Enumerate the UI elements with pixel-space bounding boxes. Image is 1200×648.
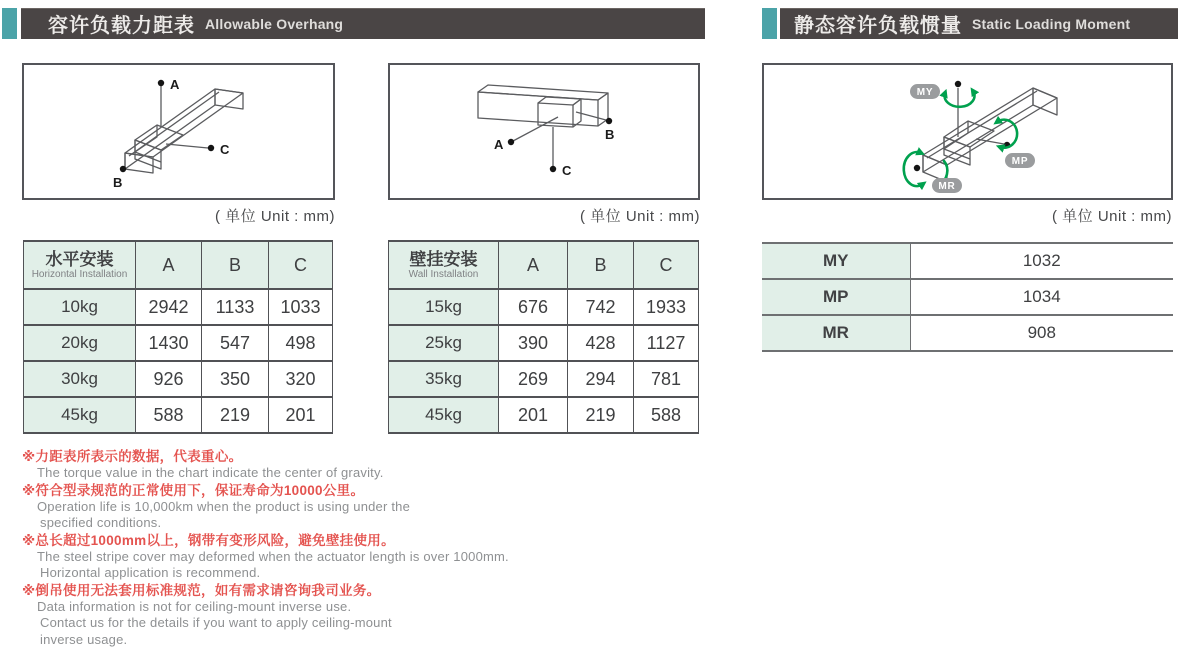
point-a-label: A [494,137,504,152]
mr-pill-label: MR [938,181,956,192]
row-label: 25kg [389,325,499,361]
mr-rotation-arrow [904,152,923,186]
table-row [389,361,699,397]
footnote-en: inverse usage. [40,631,128,647]
moment-title-zh: 静态容许负载惯量 [794,15,962,37]
footnote-en: The steel stripe cover may deformed when the actuator length is over 1000mm. [37,548,509,564]
point-a-label: A [170,77,180,92]
moment-value: 1032 [910,243,1173,279]
overhang-title-bar [21,8,705,39]
footnote [22,448,702,482]
row-label: 15kg [389,289,499,325]
footnote-zh: ※符合型录规范的正常使用下，保证寿命为10000公里。 [22,482,365,498]
wall-install-diagram [390,65,698,198]
table-row [762,315,1173,351]
corner-header-en: Wall Installation [408,269,479,280]
row-label: 35kg [389,361,499,397]
cell-value: 742 [568,289,634,325]
table-header-row [389,241,699,289]
unit-label: ( 单位 Unit : mm) [580,208,700,225]
footnotes [22,448,702,648]
table-row [762,279,1173,315]
cell-value: 498 [269,325,333,361]
mr-axis-dot [914,165,920,171]
moment-label: MR [762,315,910,351]
footnote-en: Contact us for the details if you want to apply ceiling-mount [40,615,392,630]
col-header-c: C [634,241,699,289]
table-header-row [24,241,333,289]
col-header-a: A [499,241,568,289]
table-row [24,325,333,361]
footnote [22,532,702,582]
cell-value: 390 [499,325,568,361]
row-label: 30kg [24,361,136,397]
footnote-en: The torque value in the chart indicate the center of gravity. [37,465,384,480]
overhang-title-zh: 容许负载力距表 [48,15,195,37]
cell-value: 1033 [269,289,333,325]
moment-value: 1034 [910,279,1173,315]
teal-accent-square [2,8,17,39]
footnote [22,582,702,648]
footnote-zh: ※力距表所表示的数据，代表重心。 [22,449,243,464]
moment-value: 908 [910,315,1173,351]
point-c-dot [208,145,214,151]
cell-value: 428 [568,325,634,361]
row-label: 20kg [24,325,136,361]
footnote-en: Data information is not for ceiling-mount inverse use. [37,598,352,614]
corner-header-zh: 壁挂安装 [409,250,478,269]
cell-value: 1127 [634,325,699,361]
point-b-dot [606,118,612,124]
cell-value: 350 [202,361,269,397]
point-c-label: C [562,163,572,178]
cell-value: 269 [499,361,568,397]
point-a-dot [158,80,164,86]
moment-section-header [762,8,1178,39]
cell-value: 1430 [136,325,202,361]
corner-header-en: Horizontal Installation [31,269,128,280]
moment-label: MP [762,279,910,315]
cell-value: 547 [202,325,269,361]
cell-value: 676 [499,289,568,325]
row-label: 45kg [24,397,136,433]
point-c-dot [550,166,556,172]
table-row [762,243,1173,279]
horizontal-install-diagram [24,65,333,198]
unit-label: ( 单位 Unit : mm) [1052,208,1172,225]
cell-value: 2942 [136,289,202,325]
static-moment-table [762,242,1173,352]
my-pill-label: MY [916,87,934,98]
cell-value: 320 [269,361,333,397]
cell-value: 219 [568,397,634,433]
moment-title-bar [780,8,1178,39]
col-header-b: B [568,241,634,289]
footnote-en: Horizontal application is recommend. [40,565,261,580]
corner-header-zh: 水平安装 [45,250,114,269]
cell-value: 201 [499,397,568,433]
my-axis-dot [955,81,961,87]
wall-install-diagram-box [388,63,700,200]
table-row [389,397,699,433]
wall-installation-table [388,240,699,434]
table-row [389,289,699,325]
overhang-title-en: Allowable Overhang [205,15,344,32]
point-b-label: B [113,175,123,190]
overhang-section-header [2,8,705,39]
mp-pill-label: MP [1011,156,1029,167]
cell-value: 219 [202,397,269,433]
col-header-b: B [202,241,269,289]
col-header-a: A [136,241,202,289]
horizontal-install-diagram-box [22,63,335,200]
cell-value: 588 [136,397,202,433]
cell-value: 781 [634,361,699,397]
footnote-en: Operation life is 10,000km when the product is using under the [37,498,411,514]
moment-title-en: Static Loading Moment [972,15,1131,32]
footnote-zh: ※倒吊使用无法套用标准规范，如有需求请咨询我司业务。 [22,582,381,598]
point-c-label: C [220,142,230,157]
row-label: 45kg [389,397,499,433]
point-b-label: B [605,127,615,142]
footnote-en: specified conditions. [40,515,162,530]
table-row [389,325,699,361]
cell-value: 294 [568,361,634,397]
cell-value: 1933 [634,289,699,325]
moment-diagram [764,65,1171,198]
moment-diagram-box [762,63,1173,200]
cell-value: 1133 [202,289,269,325]
footnote [22,482,702,532]
cell-value: 588 [634,397,699,433]
table-row [24,397,333,433]
table-row [24,289,333,325]
row-label: 10kg [24,289,136,325]
unit-label: ( 单位 Unit : mm) [215,208,335,225]
table-row [24,361,333,397]
teal-accent-square [762,8,777,39]
footnote-zh: ※总长超过1000mm以上，钢带有变形风险，避免壁挂使用。 [22,532,395,548]
corner-header-cell [24,241,136,289]
moment-label: MY [762,243,910,279]
col-header-c: C [269,241,333,289]
corner-header-cell [389,241,499,289]
cell-value: 201 [269,397,333,433]
point-b-dot [120,166,126,172]
cell-value: 926 [136,361,202,397]
horizontal-installation-table [23,240,333,434]
point-a-dot [508,139,514,145]
my-rotation-arrow [945,91,975,107]
